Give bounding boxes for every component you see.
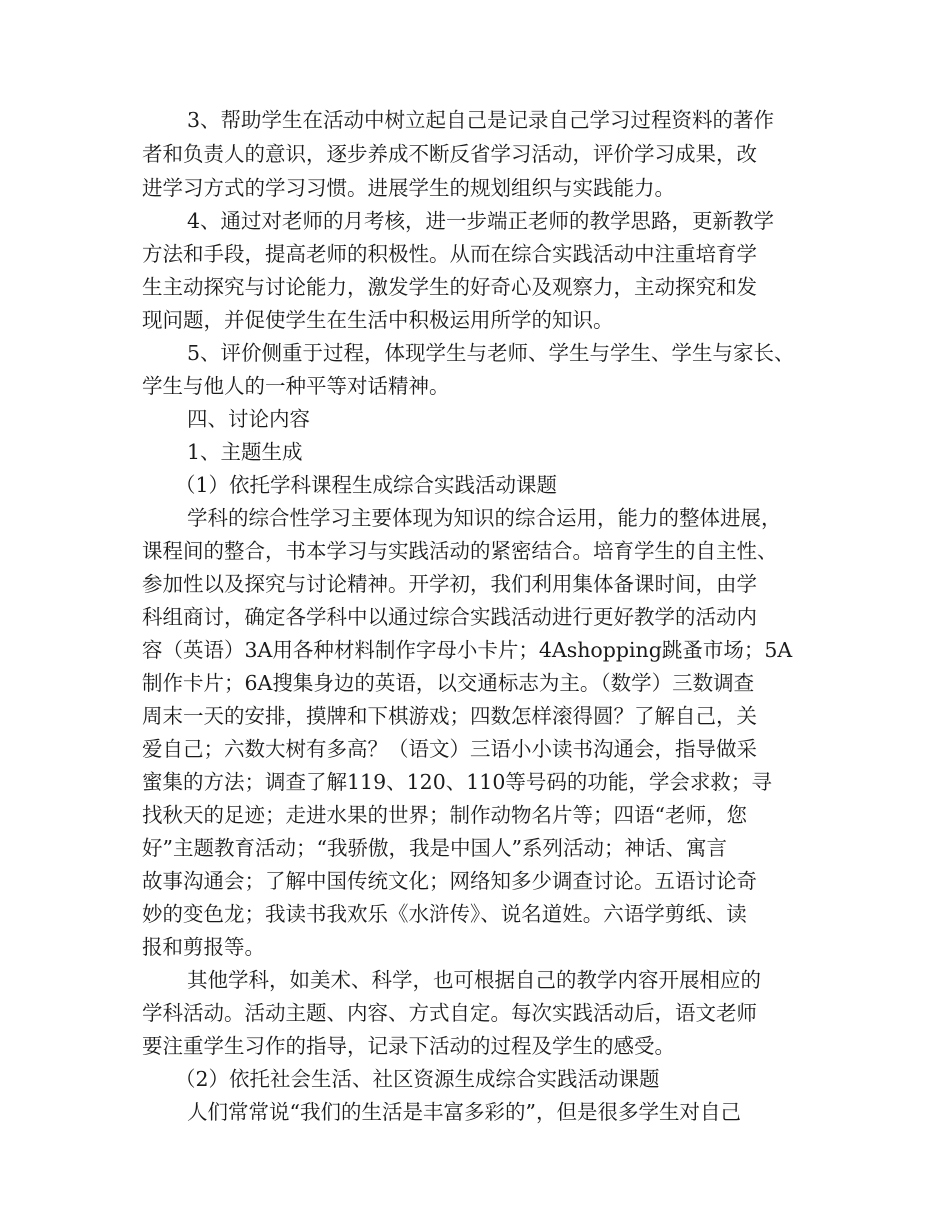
text-line: 爱自己；六数大树有多高？（语文）三语小小读书沟通会，指导做采 (142, 737, 757, 761)
text-line: 课程间的整合，书本学习与实践活动的紧密结合。培育学生的自主性、 (142, 539, 778, 563)
text-line: 其他学科，如美术、科学，也可根据自己的教学内容开展相应的 (187, 968, 761, 992)
text-line: 方法和手段，提高老师的积极性。从而在综合实践活动中注重培育学 (142, 242, 757, 266)
text-line: 妙的变色龙；我读书我欢乐《水浒传》、说名道姓。六语学剪纸、读 (142, 902, 747, 926)
text-line: 学科的综合性学习主要体现为知识的综合运用，能力的整体进展， (187, 506, 782, 530)
text-line: 现问题，并促使学生在生活中积极运用所学的知识。 (142, 308, 614, 332)
subsection-heading: （1）依托学科课程生成综合实践活动课题 (175, 473, 558, 497)
text-line: 进学习方式的学习习惯。进展学生的规划组织与实践能力。 (142, 176, 675, 200)
subsection-heading: 1、主题生成 (187, 440, 303, 464)
text-line: 周末一天的安排，摸牌和下棋游戏；四数怎样滚得圆？了解自己，关 (142, 704, 757, 728)
text-line: 者和负责人的意识，逐步养成不断反省学习活动，评价学习成果，改 (142, 142, 757, 166)
text-line: 制作卡片；6A搜集身边的英语，以交通标志为主。（数学）三数调查 (142, 671, 755, 695)
text-line: 学科活动。活动主题、内容、方式自定。每次实践活动后，语文老师 (142, 1001, 757, 1025)
text-line: 报和剪报等。 (142, 935, 265, 959)
subsection-heading: （2）依托社会生活、社区资源生成综合实践活动课题 (175, 1067, 660, 1091)
text-line: 故事沟通会；了解中国传统文化；网络知多少调查讨论。五语讨论奇 (142, 869, 757, 893)
text-line: 要注重学生习作的指导，记录下活动的过程及学生的感受。 (142, 1034, 675, 1058)
text-line: 容（英语）3A用各种材料制作字母小卡片；4Ashopping跳蚤市场；5A (142, 638, 793, 662)
text-line: 学生与他人的一种平等对话精神。 (142, 374, 450, 398)
text-line: 好”主题教育活动；“我骄傲，我是中国人”系列活动；神话、寓言 (142, 836, 727, 860)
text-line: 科组商讨，确定各学科中以通过综合实践活动进行更好教学的活动内 (142, 605, 757, 629)
text-line: 蜜集的方法；调查了解119、120、110等号码的功能，学会求救；寻 (142, 770, 772, 794)
text-line: 找秋天的足迹；走进水果的世界；制作动物名片等；四语“老师，您 (142, 803, 747, 827)
text-line: 生主动探究与讨论能力，激发学生的好奇心及观察力，主动探究和发 (142, 275, 757, 299)
text-line: 3、帮助学生在活动中树立起自己是记录自己学习过程资料的著作 (187, 108, 775, 132)
text-line: 参加性以及探究与讨论精神。开学初，我们利用集体备课时间，由学 (142, 572, 757, 596)
text-line: 4、通过对老师的月考核，进一步端正老师的教学思路，更新教学 (187, 209, 775, 233)
text-line: 人们常常说“我们的生活是丰富多彩的”，但是很多学生对自己 (187, 1100, 741, 1124)
section-heading: 四、讨论内容 (187, 407, 310, 431)
text-line: 5、评价侧重于过程，体现学生与老师、学生与学生、学生与家长、 (187, 341, 795, 365)
